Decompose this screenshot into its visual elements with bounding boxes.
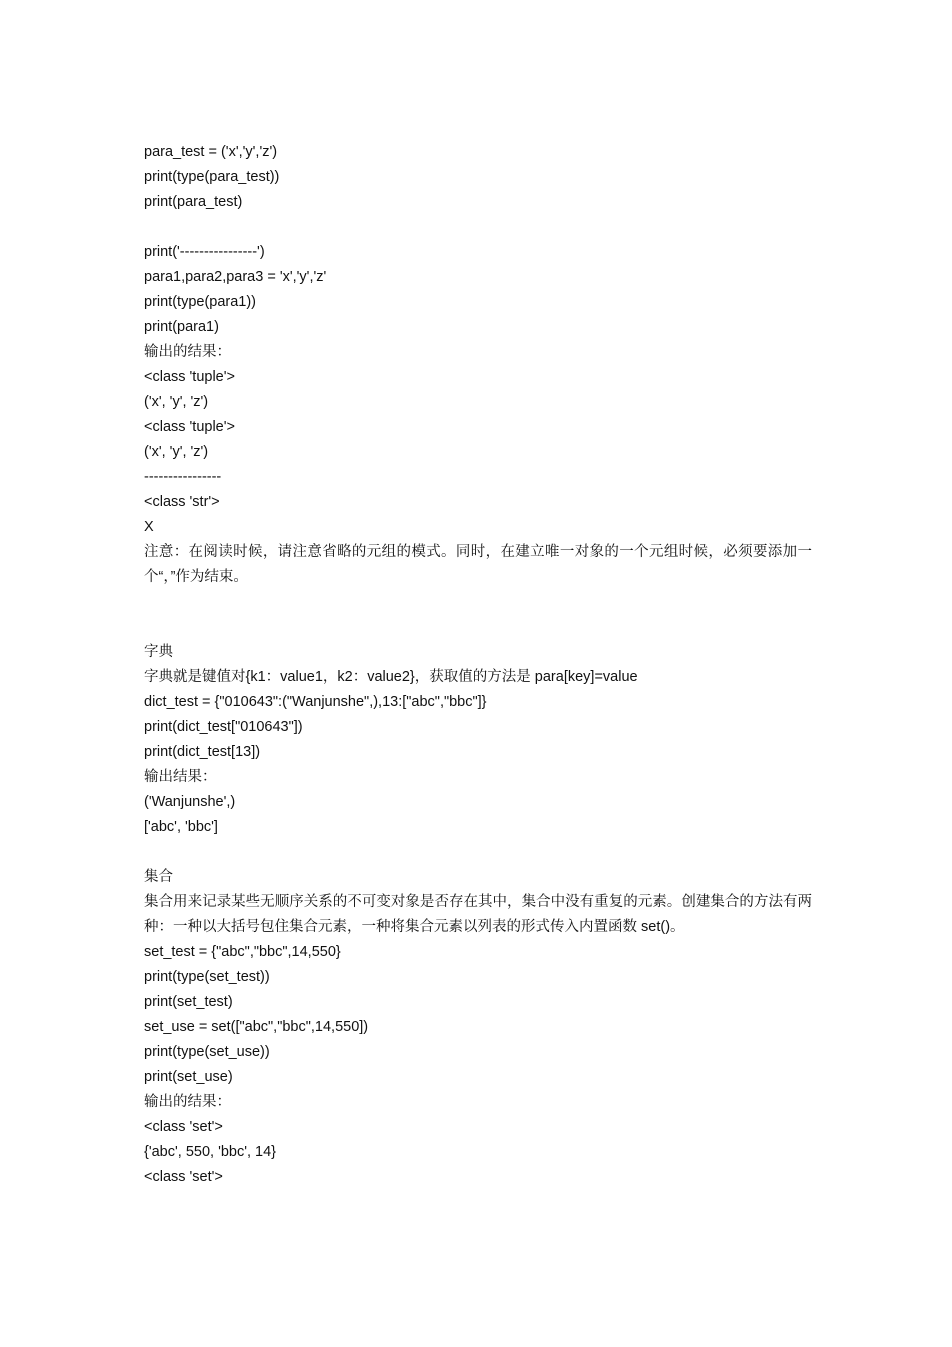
spacer xyxy=(144,840,812,865)
code-line: print(set_test) xyxy=(144,994,233,1010)
code-line: print(type(para_test)) xyxy=(144,169,280,185)
output-line: <class 'set'> xyxy=(144,1119,223,1135)
code-line: set_use = set(["abc","bbc",14,550]) xyxy=(144,1019,369,1035)
code-line: dict_test = {"010643":("Wanjunshe",),13:["abc","bbc"]} xyxy=(144,694,487,710)
document-body xyxy=(144,140,812,1190)
section-heading-set: 集合 xyxy=(144,869,173,885)
output-heading: 输出结果： xyxy=(144,769,217,785)
code-line: print(set_use) xyxy=(144,1069,233,1085)
section-heading-dict: 字典 xyxy=(144,644,173,660)
code-line: para1,para2,para3 = 'x','y','z' xyxy=(144,269,327,285)
output-line: <class 'str'> xyxy=(144,494,220,510)
code-line: print(para1) xyxy=(144,319,219,335)
code-line: print(type(para1)) xyxy=(144,294,257,310)
output-line: ['abc', 'bbc'] xyxy=(144,819,218,835)
code-line: print(dict_test[13]) xyxy=(144,744,261,760)
output-line: ('x', 'y', 'z') xyxy=(144,444,209,460)
code-line: para_test = ('x','y','z') xyxy=(144,144,278,160)
code-line: print(type(set_test)) xyxy=(144,969,270,985)
spacer xyxy=(144,215,812,240)
output-line: ('Wanjunshe',) xyxy=(144,794,236,810)
code-line: print('----------------') xyxy=(144,244,265,260)
spacer xyxy=(144,615,812,640)
output-line: {'abc', 550, 'bbc', 14} xyxy=(144,1144,277,1160)
code-line: print(dict_test["010643"]) xyxy=(144,719,303,735)
spacer xyxy=(144,590,812,615)
tuple-note: 注意：在阅读时候，请注意省略的元组的模式。同时，在建立唯一对象的一个元组时候，必须要添加一个“，”作为结束。 xyxy=(144,544,812,585)
set-description: 集合用来记录某些无顺序关系的不可变对象是否存在其中，集合中没有重复的元素。创建集合的方法有两种：一种以大括号包住集合元素，一种将集合元素以列表的形式传入内置函数 set()。 xyxy=(144,894,812,935)
code-line: print(para_test) xyxy=(144,194,243,210)
output-line: <class 'tuple'> xyxy=(144,369,235,385)
output-heading: 输出的结果： xyxy=(144,1094,231,1110)
code-line: print(type(set_use)) xyxy=(144,1044,270,1060)
output-line: ---------------- xyxy=(144,469,222,485)
code-line: set_test = {"abc","bbc",14,550} xyxy=(144,944,341,960)
output-line: X xyxy=(144,519,154,535)
output-line: <class 'tuple'> xyxy=(144,419,235,435)
output-heading: 输出的结果： xyxy=(144,344,231,360)
output-line: ('x', 'y', 'z') xyxy=(144,394,209,410)
dict-description: 字典就是键值对{k1：value1，k2：value2}，获取值的方法是 para[key]=value xyxy=(144,669,638,685)
output-line: <class 'set'> xyxy=(144,1169,223,1185)
